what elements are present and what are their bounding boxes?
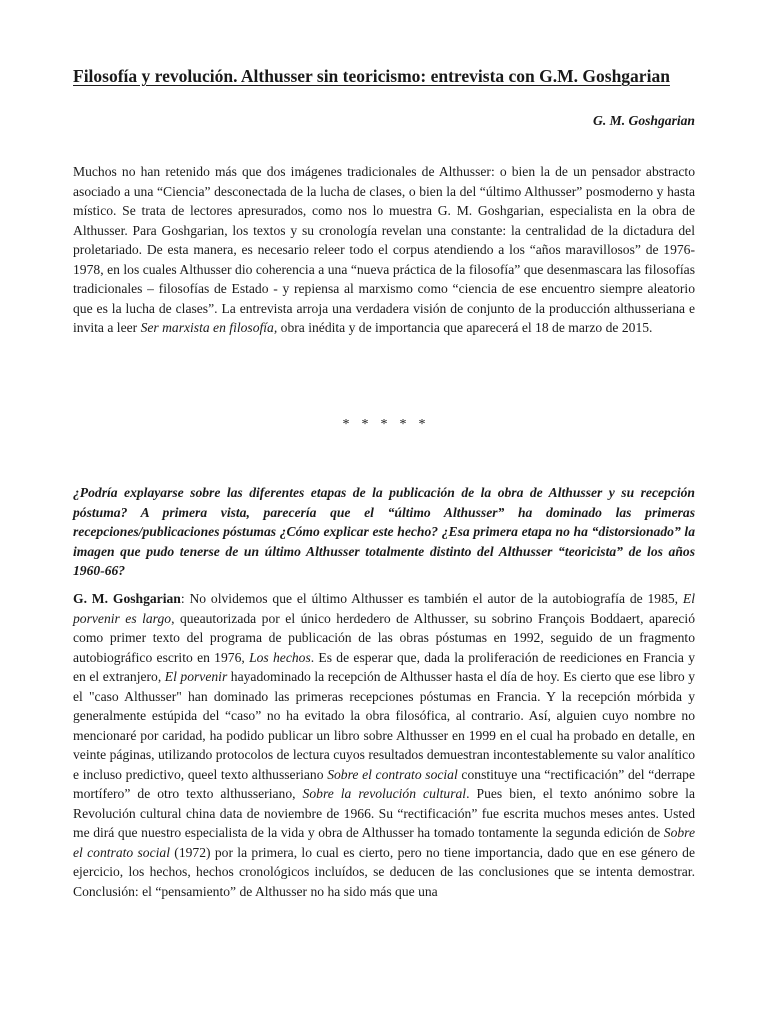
document-title: Filosofía y revolución. Althusser sin teoricismo: entrevista con G.M. Goshgarian — [73, 66, 670, 86]
answer-text: (1972) por la primera, lo cual es cierto, pero no tiene importancia, dado que en ese género de ejercicio, los hechos, hechos cronológicos incluídos, se deducen de las conclusiones que se intenta demostrar. Conclusión: el “pensamiento” de Althusser no ha sido más que una — [73, 844, 695, 899]
answer-text: , queautorizada por el único herdedero de Althusser, su sobrino François Boddaert, apareció como primer texto del programa de publicación de las obras póstumas en 1992, seguido de un fragmento autobiográfico escrito en 1976, — [73, 610, 696, 665]
abstract-paragraph — [73, 162, 695, 338]
answer-speaker: G. M. Goshgarian — [73, 591, 181, 606]
book-title: Ser marxista en filosofía, — [140, 320, 278, 335]
answer-text: . Es de esperar que, dada la proliferación de reediciones en Francia y en el extranjero, — [73, 649, 696, 684]
abstract-text-1: Muchos no han retenido más que dos imágenes tradicionales de Althusser: o bien la de un pensador abstracto asociado a una “Ciencia” desconectada de la lucha de clases, o bien la del “último Althusser” posmoderno y hasta místico. Se trata de lectores apresurados, como nos lo muestra G. M. Goshgarian, especialista en la obra de Althusser. Para Goshgarian, los textos y su cronología revelan una constante: la centralidad de la dictadura del proletariado. De esta manera, es necesario releer todo el corpus atendiendo a los “años maravillosos” de 1976-1978, en los cuales Althusser dio coherencia a una “nueva práctica de la filosofía” que desenmascara las filosofías tradicionales – filosofías de Estado - y repiensa al marxismo como “ciencia de ese encuentro siempre aleatorio que es la lucha de clases”. La entrevista arroja una verdadera visión de conjunto de la producción althusseriana e invita a leer — [73, 164, 695, 335]
italic-title: El porvenir es largo — [73, 591, 695, 626]
answer-text: constituye una “rectificación” del “derrape mortífero” de otro texto althusseriano, — [73, 766, 696, 801]
interview-answer — [73, 589, 695, 901]
answer-text: hayadominado la recepción de Althusser hasta el día de hoy. Es cierto que ese libro y el "caso Althusser" han dominado las primeras recepciones póstumas en Francia. Y la recepción mórbida y generalmente estúpida del “caso” no ha evitado la obra filosófica, al contrario. Así, alguien cuyo nombre no mencionaré por caridad, ha podido publicar un libro sobre Althusser en 1999 en el cual ha probado en detalle, en veinte páginas, utilizando protocolos de lectura cuyos resultados demuestran incontestablemente su valor analítico e incluso predictivo, queel texto althusseriano — [73, 669, 695, 782]
italic-title: El porvenir — [164, 669, 228, 684]
italic-title: Los hechos — [249, 649, 311, 665]
interview-question: ¿Podría explayarse sobre las diferentes etapas de la publicación de la obra de Althusser y su recepción póstuma? A primera vista, parecería que el “último Althusser” ha dominado las primeras recepciones/publicaciones póstumas ¿Cómo explicar este hecho? ¿Esa primera etapa no ha “distorsionado” la imagen que pudo tenerse de un último Althusser totalmente distinto del Althusser “teoricista” de los años 1960-66? — [73, 485, 695, 578]
separator-star: * — [399, 417, 407, 432]
italic-title: Sobre el contrato social — [73, 825, 695, 860]
section-separator — [0, 417, 768, 433]
answer-text: : No olvidemos que el último Althusser es también el autor de la autobiografía de 1985, — [180, 591, 683, 606]
answer-text: . Pues bien, el texto anónimo sobre la Revolución cultural china data de noviembre de 1966. Su “rectificación” fue escrita muchos meses antes. Usted me dirá que nuestro especialista de la vida y obra de Althusser ha tomado tontamente la segunda edición de — [73, 786, 695, 840]
abstract-text-2: obra inédita y de importancia que aparecerá el 18 de marzo de 2015. — [277, 320, 653, 335]
separator-star: * — [361, 417, 369, 432]
italic-title: Sobre el contrato social — [327, 766, 458, 782]
italic-title: Sobre la revolución cultural — [302, 786, 467, 801]
separator-star: * — [418, 417, 426, 432]
separator-star: * — [342, 417, 350, 432]
author-name: G. M. Goshgarian — [593, 113, 695, 128]
separator-star: * — [380, 417, 388, 432]
